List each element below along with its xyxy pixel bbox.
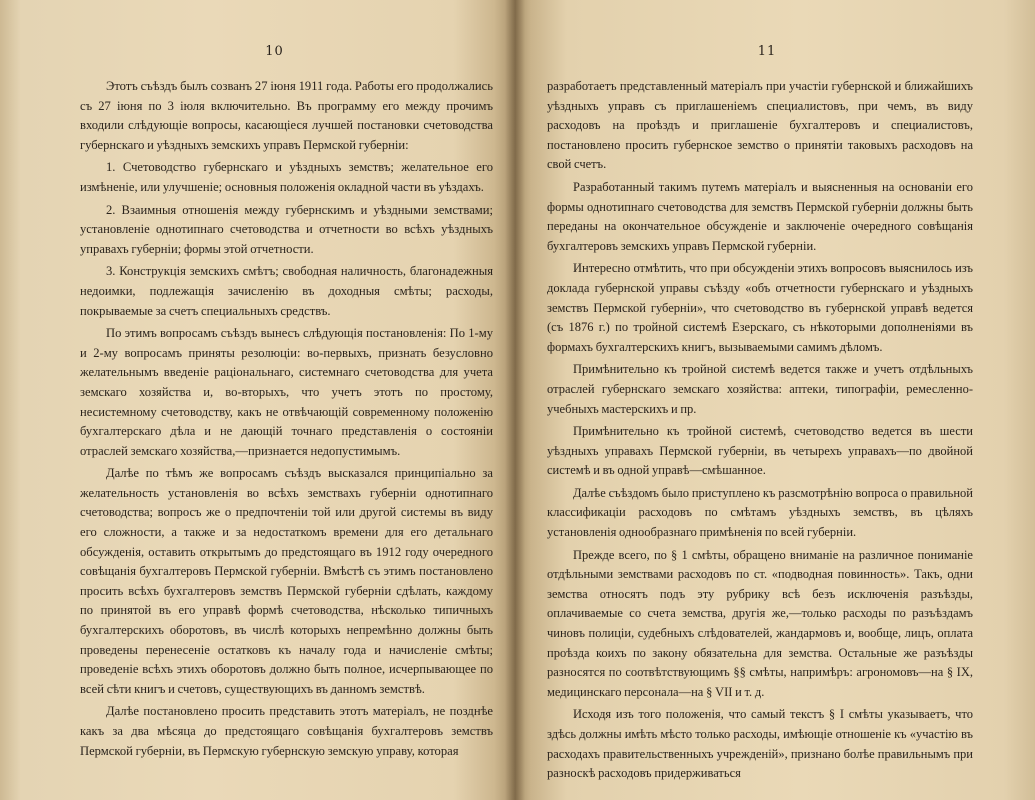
paragraph: По этимъ вопросамъ съѣздъ вынесъ слѣдующія постановленія: По 1-му и 2-му вопросамъ приняты резолюціи: во-первыхъ, признать безусловно желательнымъ введеніе раціональнаго, системнаго счетоводства для учета земскаго хозяйства и, во-вторыхъ, что учетъ этотъ по простому, несистемному счетоводству, какъ не отвѣчающій современному положенію бухгалтерскаго дѣла и не дающій точнаго представленія о состояніи отраслей земскаго хозяйства,—признается недопустимымъ. xyxy=(80,326,493,458)
page-number-right: 11 xyxy=(757,44,777,59)
left-page xyxy=(0,0,515,800)
paragraph: Примѣнительно къ тройной системѣ, счетоводство ведется въ шести уѣздныхъ управахъ Пермской губерніи, въ четырехъ управахъ—по двойной системѣ и въ одной управѣ—смѣшанное. xyxy=(547,424,973,478)
page-number-left: 10 xyxy=(265,44,284,59)
paragraph: Этотъ съѣздъ былъ созванъ 27 іюня 1911 года. Работы его продолжались съ 27 іюня по 3 іюля включительно. Въ программу его между прочимъ входили слѣдующіе вопросы, касающіеся лучшей постановки счетоводства губернскаго и уѣздныхъ земскихъ управъ Пермской губерніи: xyxy=(80,79,493,152)
paragraph: Разработанный такимъ путемъ матеріалъ и выясненныя на основаніи его формы однотипнаго счетоводства для земствъ Пермской губерніи должны быть переданы на окончательное обсужденіе и заключеніе очередного совѣщанія бухгалтеровъ земскихъ управъ Пермской губерніи. xyxy=(547,179,973,253)
left-page-text xyxy=(80,77,493,761)
right-page-text xyxy=(547,77,973,784)
paragraph: 2. Взаимныя отношенія между губернскимъ и уѣздными земствами; установленіе однотипнаго счетоводства и отчетности во всѣхъ уѣздныхъ управахъ губерніи; формы этой отчетности. xyxy=(80,202,493,256)
paragraph: Интересно отмѣтить, что при обсужденіи этихъ вопросовъ выяснилось изъ доклада губернской управы съѣзду «объ отчетности губернскаго и уѣздныхъ земствъ Пермской губерніи», что счетоводство въ губернской управѣ ведется (съ 1876 г.) по тройной системѣ Езерскаго, съ нѣкоторыми дополненіями въ формахъ бухгалтерскихъ книгъ, вызываемыми самимъ дѣломъ. xyxy=(547,261,973,354)
paragraph: Прежде всего, по § 1 смѣты, обращено вниманіе на различное пониманіе отдѣльными земствами расходовъ по ст. «подводная повинность». Такъ, одни земства относятъ подъ эту рубрику всѣ безъ исключенія разъѣзды, оплачиваемые со счета земства, другія же,—только расходы по разъѣздамъ чиновъ полиціи, судебныхъ слѣдователей, жандармовъ и, вообще, лицъ, оплата проѣзда коихъ по закону обязательна для земства. Остальные же разъѣзды разносятся по соотвѣтствующимъ §§ смѣты, напримѣръ: агрономовъ—на § IX, медицинскаго персонала—на § VII и т. д. xyxy=(547,547,973,699)
paragraph: 1. Счетоводство губернскаго и уѣздныхъ земствъ; желательное его измѣненіе, или улучшеніе; основныя положенія окладной части въ уѣздахъ. xyxy=(80,160,493,194)
paragraph: Примѣнительно къ тройной системѣ ведется также и учетъ отдѣльныхъ отраслей губернскаго земскаго хозяйства: аптеки, типографіи, ремесленно-учебныхъ мастерскихъ и пр. xyxy=(547,362,973,416)
paragraph-continued: разработаетъ представленный матеріалъ при участіи губернской и ближайшихъ уѣздныхъ управъ съ приглашеніемъ специалистовъ, при чемъ, въ виду расходовъ на проѣздъ и приглашеніе бухгалтеровъ и специалистовъ, постановлено просить губернское земство о принятіи таковыхъ расходовъ на свой счетъ. xyxy=(547,79,973,172)
right-page xyxy=(515,0,1035,800)
paragraph: Далѣе постановлено просить представить этотъ матеріалъ, не позднѣе какъ за два мѣсяца до предстоящаго совѣщанія бухгалтеровъ земствъ Пермской губерніи, въ Пермскую губернскую земскую управу, которая xyxy=(80,704,493,758)
paragraph: Далѣе съѣздомъ было приступлено къ разсмотрѣнію вопроса о правильной классификаціи расходовъ по смѣтамъ уѣздныхъ земствъ, въ цѣляхъ установленія однообразнаго примѣненія по всей губерніи. xyxy=(547,485,973,540)
paragraph: Исходя изъ того положенія, что самый текстъ § I смѣты указываетъ, что здѣсь должны имѣть мѣсто только расходы, имѣющіе отношеніе къ «участію въ расходахъ правительственныхъ учрежденій», признано болѣе правильнымъ при разноскѣ расходовъ придерживаться xyxy=(547,707,973,781)
paragraph: 3. Конструкція земскихъ смѣтъ; свободная наличность, благонадежныя недоимки, подлежащія зачисленію въ доходныя смѣты; расходы, покрываемые за счетъ специальныхъ средствъ. xyxy=(80,264,493,318)
paragraph: Далѣе по тѣмъ же вопросамъ съѣздъ высказался принципіально за желательность установленія во всѣхъ земствахъ губерніи однотипнаго счетоводства; вопросъ же о предпочтеніи той или другой системы въ виду его сложности, а также и за недостаткомъ времени для его детальнаго обсужденія, оставить открытымъ до предстоящаго въ 1912 году очередного совѣщанія бухгалтеровъ Пермской губерніи. Вмѣстѣ съ этимъ постановлено просить всѣхъ бухгалтеровъ земствъ Пермской губерніи сдѣлать, каждому по принятой въ его управѣ формѣ счетоводства, нѣсколько типичныхъ бухгалтерскихъ оборотовъ, въ числѣ которыхъ непремѣнно должны быть проведены перенесеніе остатковъ къ началу года и начисленіе смѣты; проведеніе всѣхъ этихъ оборотовъ должно быть полное, исчерпывающее по всей сѣти книгъ и счетовъ, существующихъ въ данномъ земствѣ. xyxy=(80,466,493,696)
